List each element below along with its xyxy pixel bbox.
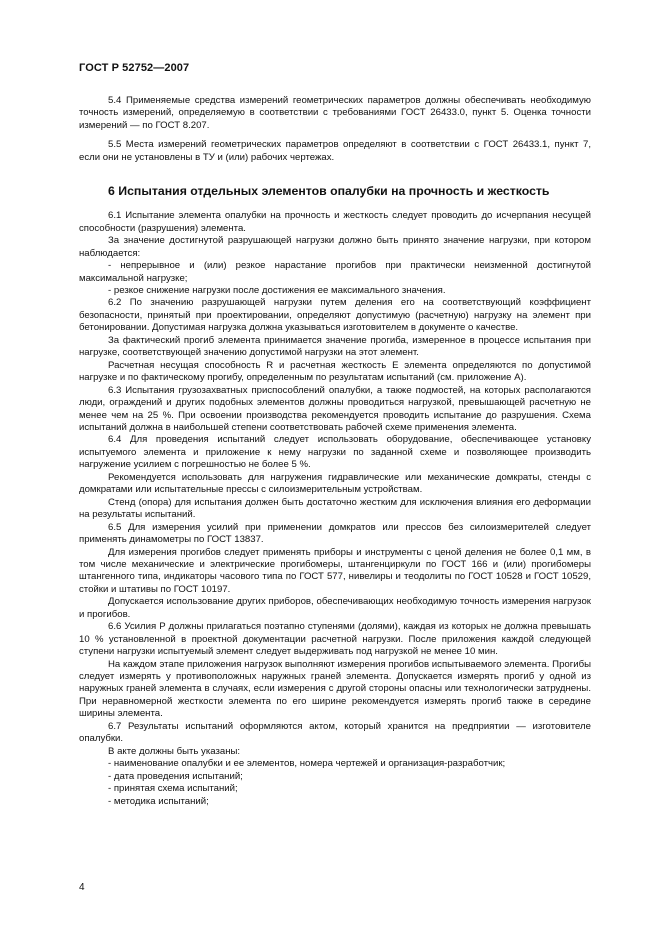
list-item: - наименование опалубки и ее элементов, номера чертежей и организация-разработчик; — [108, 758, 506, 770]
document-code-header: ГОСТ Р 52752—2007 — [79, 62, 190, 74]
page-number: 4 — [79, 882, 85, 893]
paragraph-6-2: 6.2 По значению разрушающей нагрузки путем деления его на соответствующий коэффициент безопасности, принятый при проектировании, определяют допустимую (расчетную) нагрузку на элемент при бетонировании. Допустимая нагрузка должна указываться изготовителем в документе о качестве. — [79, 297, 591, 334]
paragraph-5-5: 5.5 Места измерений геометрических параметров определяют в соответствии с ГОСТ 26433.1, пункт 7, если они не установлены в ТУ и (или) рабочих чертежах. — [79, 139, 591, 163]
section-6-heading: 6 Испытания отдельных элементов опалубки на прочность и жесткость — [108, 184, 550, 199]
paragraph-6-4: 6.4 Для проведения испытаний следует использовать оборудование, обеспечивающее установку испытуемого элемента и приложение к нему нагрузки по заданной схеме и позволяющее производить нагружение усилием с погрешностью не более 5 %. — [79, 434, 591, 471]
paragraph-6-1: 6.1 Испытание элемента опалубки на прочность и жесткость следует проводить до исчерпания несущей способности (разрушения) элемента. — [79, 210, 591, 234]
paragraph-6-7: 6.7 Результаты испытаний оформляются актом, который хранится на предприятии — изготовителе опалубки. — [79, 720, 591, 745]
paragraph-6-6-b: На каждом этапе приложения нагрузок выполняют измерения прогибов испытываемого элемента. Прогибы следует измерять у противоположных наружных граней элемента. Допускается измерять прогиб у одной из наружных граней элемента в случаях, если измерения с другой стороны опасны или технологически затруднены. При неравномерной жесткости элемента по его ширине рекомендуется измерять прогиб также в середине ширины элемента. — [79, 658, 591, 720]
list-item: - резкое снижение нагрузки после достижения ее максимального значения. — [108, 284, 446, 296]
paragraph-6-6: 6.6 Усилия P должны прилагаться поэтапно ступенями (долями), каждая из которых не должна превышать 10 % установленной в проектной документации расчетной нагрузки. После приложения каждой следующей ступени нагрузки испытуемый элемент следует выдерживать под нагрузкой не менее 10 мин. — [79, 621, 591, 658]
paragraph-6-5-b: Для измерения прогибов следует применять приборы и инструменты с ценой деления не более 0,1 мм, в том числе механические и электрические прогибомеры, штангенциркули по ГОСТ 166 и (или) прогибомеры штангенного типа, индикаторы часового типа по ГОСТ 577, нивелиры и теодолиты по ГОСТ 10528 и ГОСТ 10529, стойки и штативы по ГОСТ 10197. — [79, 546, 591, 595]
list-item: - методика испытаний; — [108, 795, 209, 807]
paragraph-6-1-b: За значение достигнутой разрушающей нагрузки должно быть принято значение нагрузки, при котором наблюдается: — [79, 235, 591, 259]
paragraph-6-4-b: Рекомендуется использовать для нагружения гидравлические или механические домкраты, стенды с домкратами или испытательные прессы с силоизмерительным устройствам. — [79, 471, 591, 496]
paragraph-6-5-c: Допускается использование других приборов, обеспечивающих необходимую точность измерения нагрузок и прогибов. — [79, 596, 591, 620]
paragraph-6-4-c: Стенд (опора) для испытания должен быть достаточно жестким для исключения влияния его деформации на результаты испытаний. — [79, 496, 591, 521]
list-item: - непрерывное и (или) резкое нарастание прогибов при практически неизменной достигнутой максимальной нагрузке; — [79, 260, 591, 284]
paragraph-6-5: 6.5 Для измерения усилий при применении домкратов или прессов без силоизмерителей следует применять динамометры по ГОСТ 13837. — [79, 521, 591, 546]
paragraph-6-2-c: Расчетная несущая способность R и расчетная жесткость E элемента определяются по допустимой нагрузке и по фактическому прогибу, определенным по результатам испытаний (см. приложение А). — [79, 359, 591, 384]
list-item: - принятая схема испытаний; — [108, 783, 238, 795]
paragraph-5-4: 5.4 Применяемые средства измерений геометрических параметров должны обеспечивать необходимую точность измерений, определяемую в соответствии с требованиями ГОСТ 26433.0, пункт 5. Оценка точности измерений — по ГОСТ 8.207. — [79, 95, 591, 131]
list-item: - дата проведения испытаний; — [108, 770, 243, 782]
paragraph-6-7-b: В акте должны быть указаны: — [108, 745, 241, 757]
document-body — [79, 95, 591, 808]
paragraph-6-2-b: За фактический прогиб элемента принимается значение прогиба, измеренное в процессе испытания при нагрузке, соответствующей значению допустимой нагрузки на этот элемент. — [79, 334, 591, 359]
paragraph-6-3: 6.3 Испытания грузозахватных приспособлений опалубки, а также подмостей, на которых располагаются люди, ограждений и других подобных элементов должны проводиться нагрузкой, превышающей расчетную не менее чем на 25 %. При освоении производства рекомендуется проводить испытание до разрушения. Схема испытаний должна в наибольшей степени соответствовать рабочей схеме применения элемента. — [79, 384, 591, 433]
